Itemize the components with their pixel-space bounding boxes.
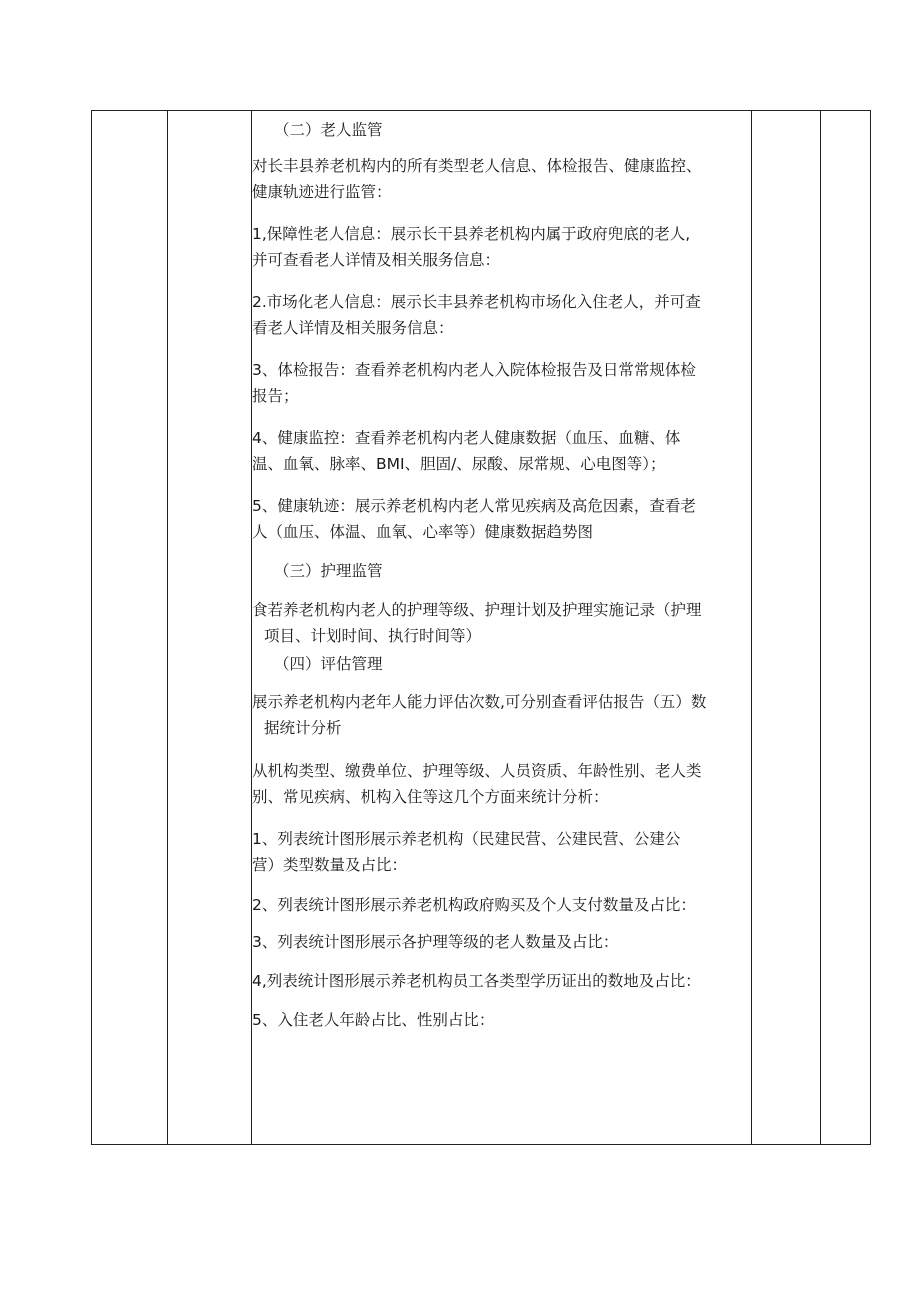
section-heading: （二）老人监管 <box>274 121 383 139</box>
requirements-table <box>91 110 871 1145</box>
paragraph: 从机构类型、缴费单位、护理等级、人员资质、年龄性别、老人类 别、常见疾病、机构入住等这几个方面来统计分析： <box>252 762 702 806</box>
section-heading: （四）评估管理 <box>274 655 383 673</box>
paragraph: 展示养老机构内老年人能力评估次数,可分别查看评估报告（五）数 据统计分析 <box>252 693 707 737</box>
paragraph: 2、列表统计图形展示养老机构政府购买及个人支付数量及占比： <box>252 896 696 914</box>
paragraph: 4、健康监控：查看养老机构内老人健康数据（血压、血糖、体 温、血氧、脉率、BMI、胆固/、尿酸、尿常规、心电图等）； <box>252 429 681 473</box>
paragraph: 2.市场化老人信息：展示长丰县养老机构市场化入住老人，并可查 看老人详情及相关服务信息： <box>252 293 701 337</box>
content-cell <box>252 111 752 1144</box>
column-divider <box>167 111 168 1144</box>
paragraph: 5、入住老人年龄占比、性别占比： <box>252 1011 495 1029</box>
paragraph: 3、列表统计图形展示各护理等级的老人数量及占比： <box>252 933 619 951</box>
paragraph: 4,列表统计图形展示养老机构员工各类型学历证出的数地及占比： <box>252 972 701 990</box>
paragraph: 食若养老机构内老人的护理等级、护理计划及护理实施记录（护理 项目、计划时间、执行时间等） <box>252 601 702 645</box>
paragraph: 1、列表统计图形展示养老机构（民建民营、公建民营、公建公 营）类型数量及占比： <box>252 830 681 874</box>
paragraph: 3、体检报告：查看养老机构内老人入院体检报告及日常常规体检 报告； <box>252 361 696 405</box>
paragraph: 对长丰县养老机构内的所有类型老人信息、体检报告、健康监控、 健康轨迹进行监管： <box>252 157 702 201</box>
column-divider <box>820 111 821 1144</box>
section-heading: （三）护理监管 <box>274 562 383 580</box>
paragraph: 1,保障性老人信息：展示长干县养老机构内属于政府兜底的老人, 并可查看老人详情及相关服务信息： <box>252 225 691 269</box>
paragraph: 5、健康轨迹：展示养老机构内老人常见疾病及高危因素，查看老 人（血压、体温、血氧、心率等）健康数据趋势图 <box>252 497 696 541</box>
